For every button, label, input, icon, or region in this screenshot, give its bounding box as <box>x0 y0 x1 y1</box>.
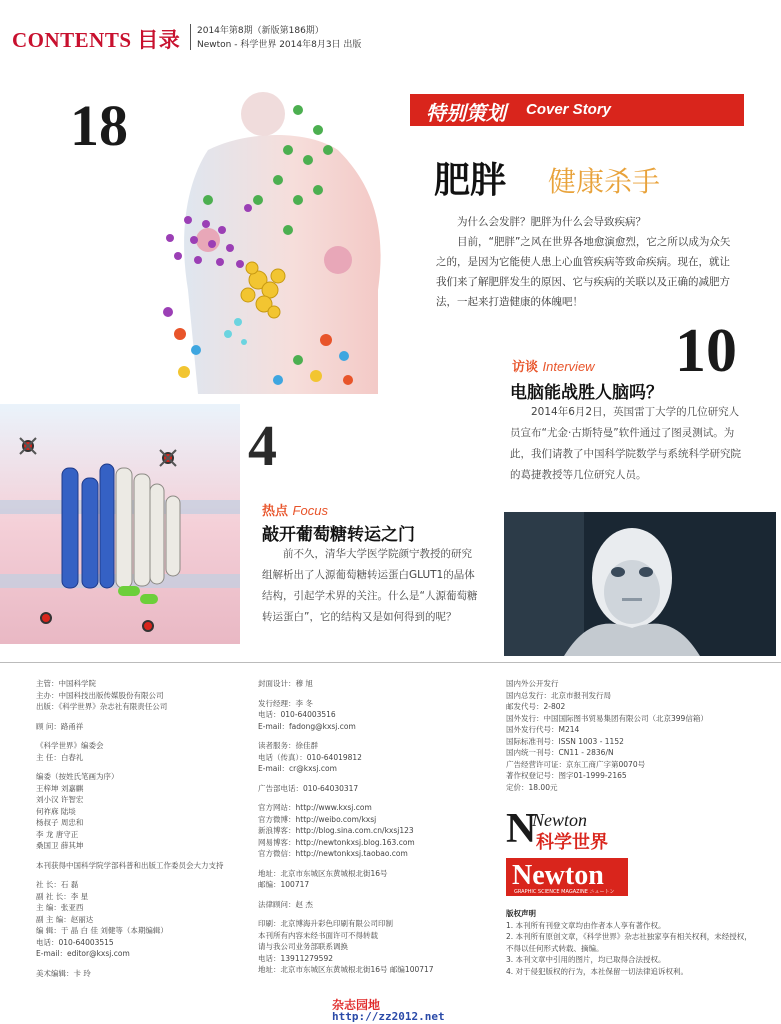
robot-photo <box>504 512 776 656</box>
masthead-line: 杨叔子 周忠和 <box>36 818 84 827</box>
newton-box-subtitle: GRAPHIC SCIENCE MAGAZINE ニュートン <box>514 889 615 895</box>
masthead-line: 封面设计：穆 旭 <box>258 679 313 688</box>
sina-blog-link[interactable]: 新浪博客：http://blog.sina.com.cn/kxsj123 <box>258 826 414 835</box>
obesity-illustration <box>148 90 398 394</box>
masthead-line: 副 社 长：李 星 <box>36 891 89 901</box>
watermark-url[interactable]: http://zz2012.net <box>332 1010 445 1023</box>
masthead-line: 国内外公开发行 <box>506 679 559 688</box>
focus-title[interactable]: 敲开葡萄糖转运之门 <box>262 525 415 545</box>
interview-tag <box>512 356 595 375</box>
masthead-line: 出版：《科学世界》杂志社有限责任公司 <box>36 702 168 711</box>
masthead-line: 刘小汉 许智宏 <box>36 795 84 804</box>
cover-story-banner[interactable] <box>410 94 744 126</box>
masthead-line: 电话（传真）：010-64019812 <box>258 752 362 762</box>
masthead-line: 社 长：石 磊 <box>36 880 79 889</box>
focus-body <box>262 544 478 628</box>
section-divider <box>0 662 781 663</box>
focus-tag-cn: 热点 <box>262 504 289 519</box>
copyright-item: 1. 本刊所有刊登文章均由作者本人享有著作权。 <box>506 920 666 930</box>
masthead-line: 法律顾问：赵 杰 <box>258 899 313 909</box>
newton-cn-text: 科学世界 <box>536 832 608 852</box>
masthead-line: 本刊所有内容未经书面许可不得转载 <box>258 930 378 940</box>
masthead-line: 地址：北京市东城区东黄城根北街16号 邮编100717 <box>258 965 434 974</box>
masthead-line: 著作权登记号：图字01-1999-2165 <box>506 771 627 780</box>
masthead-line: 国际标准刊号：ISSN 1003 - 1152 <box>506 736 624 746</box>
masthead-line: 读者服务：徐佳群 <box>258 741 318 750</box>
issue-line: 2014年第8期（新版第186期） <box>197 26 324 36</box>
header-divider <box>190 24 191 50</box>
weibo-link[interactable]: 官方微博：http://weibo.com/kxsj <box>258 814 377 824</box>
cover-story-lead: 为什么会发胖？肥胖为什么会导致疾病？ <box>457 216 646 228</box>
netease-blog-link[interactable]: 网易博客：http://newtonkxsj.blog.163.com <box>258 837 415 847</box>
masthead-line: E-mail：editor@kxsj.com <box>36 949 130 958</box>
focus-page-number: 4 <box>248 413 277 478</box>
masthead-column-2 <box>258 678 468 976</box>
masthead-line: 国外发行代号：M214 <box>506 725 580 734</box>
interview-paragraph: 2014年6月2日，英国雷丁大学的几位研究人员宣布“尤金·古斯特曼”软件通过了图灵测试。为此，我们请教了中国科学院数学与系统科学研究院的葛捷教授等几位研究人员。 <box>510 406 741 481</box>
masthead-line: 主 任：白春礼 <box>36 752 84 762</box>
copyright-item: 3. 本刊文章中引用的图片，均已取得合法授权。 <box>506 955 666 964</box>
interview-page-number: 10 <box>675 317 737 385</box>
cover-story-paragraph: 目前，“肥胖”之风在世界各地愈演愈烈，它之所以成为众矢之的，是因为它能使人患上心血管疾病等致命疾病。现在，就让我们来了解肥胖发生的原因、它与疾病的关联以及正确的减肥方法，一起来打造健康的体魄吧！ <box>436 236 731 308</box>
masthead-line: 王梓坤 刘嘉麒 <box>36 783 84 793</box>
masthead-line: 桑国卫 薛其坤 <box>36 841 84 850</box>
masthead-line: 国外发行：中国国际图书贸易集团有限公司（北京399信箱） <box>506 713 708 723</box>
masthead-line: 美术编辑：卡 玲 <box>36 968 91 978</box>
masthead-line: 地址：北京市东城区东黄城根北街16号 <box>258 868 388 878</box>
masthead-line: 《科学世界》编委会 <box>36 741 104 750</box>
masthead-line: 国内总发行：北京市报刊发行局 <box>506 690 611 700</box>
masthead-line: 主管：中国科学院 <box>36 679 96 688</box>
masthead-line: 广告部电话：010-64030317 <box>258 783 359 793</box>
price-line: 定价：18.00元 <box>506 782 558 792</box>
focus-paragraph: 前不久，清华大学医学院颜宁教授的研究组解析出了人源葡萄糖转运蛋白GLUT1的晶体结构，引起学术界的关注。什么是“人源葡萄糖转运蛋白”，它的结构又是如何得到的呢？ <box>262 548 478 623</box>
masthead-line: 编 辑：于 晶 白 佳 刘健等（本期编辑） <box>36 926 168 935</box>
newton-box-logo <box>506 858 628 896</box>
masthead-line: 发行经理：李 冬 <box>258 698 313 708</box>
newton-kxsj-logo <box>506 808 642 852</box>
interview-tag-en: Interview <box>542 359 595 374</box>
masthead-column-1 <box>36 678 236 979</box>
masthead-line: 何祚庥 陆埮 <box>36 806 76 816</box>
cover-story-banner-cn: 特别策划 <box>426 101 506 125</box>
contents-heading: CONTENTS 目录 <box>12 28 181 52</box>
masthead-line: 李 龙 唐守正 <box>36 829 79 839</box>
cover-story-subtitle: 健康杀手 <box>548 165 661 198</box>
wechat-link[interactable]: 官方微信：http://newtonkxsj.taobao.com <box>258 849 408 858</box>
interview-body <box>510 402 744 486</box>
copyright-item: 4. 对于侵犯版权的行为，本社保留一切法律追诉权利。 <box>506 966 689 976</box>
masthead-line: 主 编：张亚西 <box>36 903 84 912</box>
cover-story-body <box>436 212 736 312</box>
masthead-line: E-mail：fadong@kxsj.com <box>258 721 356 731</box>
website-link[interactable]: 官方网站：http://www.kxsj.com <box>258 803 372 812</box>
copyright-heading: 版权声明 <box>506 909 536 918</box>
newton-box-title: Newton <box>512 860 604 891</box>
copyright-item: 2. 本刊所有原创文章，《科学世界》杂志社独家享有相关权利，未经授权，不得以任何形式转载、摘编。 <box>506 932 752 953</box>
focus-tag <box>262 500 328 519</box>
masthead-line: 印刷：北京博海升彩色印刷有限公司印制 <box>258 919 393 928</box>
svg-text:N: N <box>506 808 537 852</box>
publish-date-line: Newton - 科学世界 2014年8月3日 出版 <box>197 40 362 50</box>
cover-story-banner-en: Cover Story <box>526 101 612 118</box>
copyright-block <box>506 908 756 977</box>
masthead-line: 电话：010-64003515 <box>36 937 114 947</box>
interview-title[interactable]: 电脑能战胜人脑吗？ <box>510 383 663 403</box>
masthead-line: 本刊获得中国科学院学部科普和出版工作委员会大力支持 <box>36 860 224 870</box>
masthead-line: 电话：010-64003516 <box>258 710 336 719</box>
watermark-title: 杂志园地 <box>332 998 381 1012</box>
masthead-line: 请与我公司业务部联系调换 <box>258 942 348 951</box>
masthead-line: 副 主 编：赵丽达 <box>36 914 94 924</box>
masthead-line: 广告经营许可证：京东工商广字第0070号 <box>506 759 646 769</box>
cover-story-page-number: 18 <box>70 93 128 158</box>
masthead-line: 编委（按姓氏笔画为序） <box>36 772 119 781</box>
masthead-line: 国内统一刊号：CN11 - 2836/N <box>506 748 614 757</box>
glucose-transporter-illustration <box>0 404 240 644</box>
masthead-line: 电话：13911279592 <box>258 953 333 963</box>
focus-tag-en: Focus <box>292 503 328 518</box>
masthead-column-3 <box>506 678 756 793</box>
newton-script-text: Newton <box>532 810 588 830</box>
masthead-line: 邮发代号：2-802 <box>506 702 566 711</box>
cover-story-title[interactable]: 肥胖 <box>434 160 507 201</box>
interview-tag-cn: 访谈 <box>512 360 539 375</box>
masthead-line: 邮编：100717 <box>258 880 310 889</box>
masthead-line: 主办：中国科技出版传媒股份有限公司 <box>36 690 164 700</box>
masthead-line: 顾 问：路甬祥 <box>36 721 84 731</box>
masthead-line: E-mail：cr@kxsj.com <box>258 764 337 773</box>
